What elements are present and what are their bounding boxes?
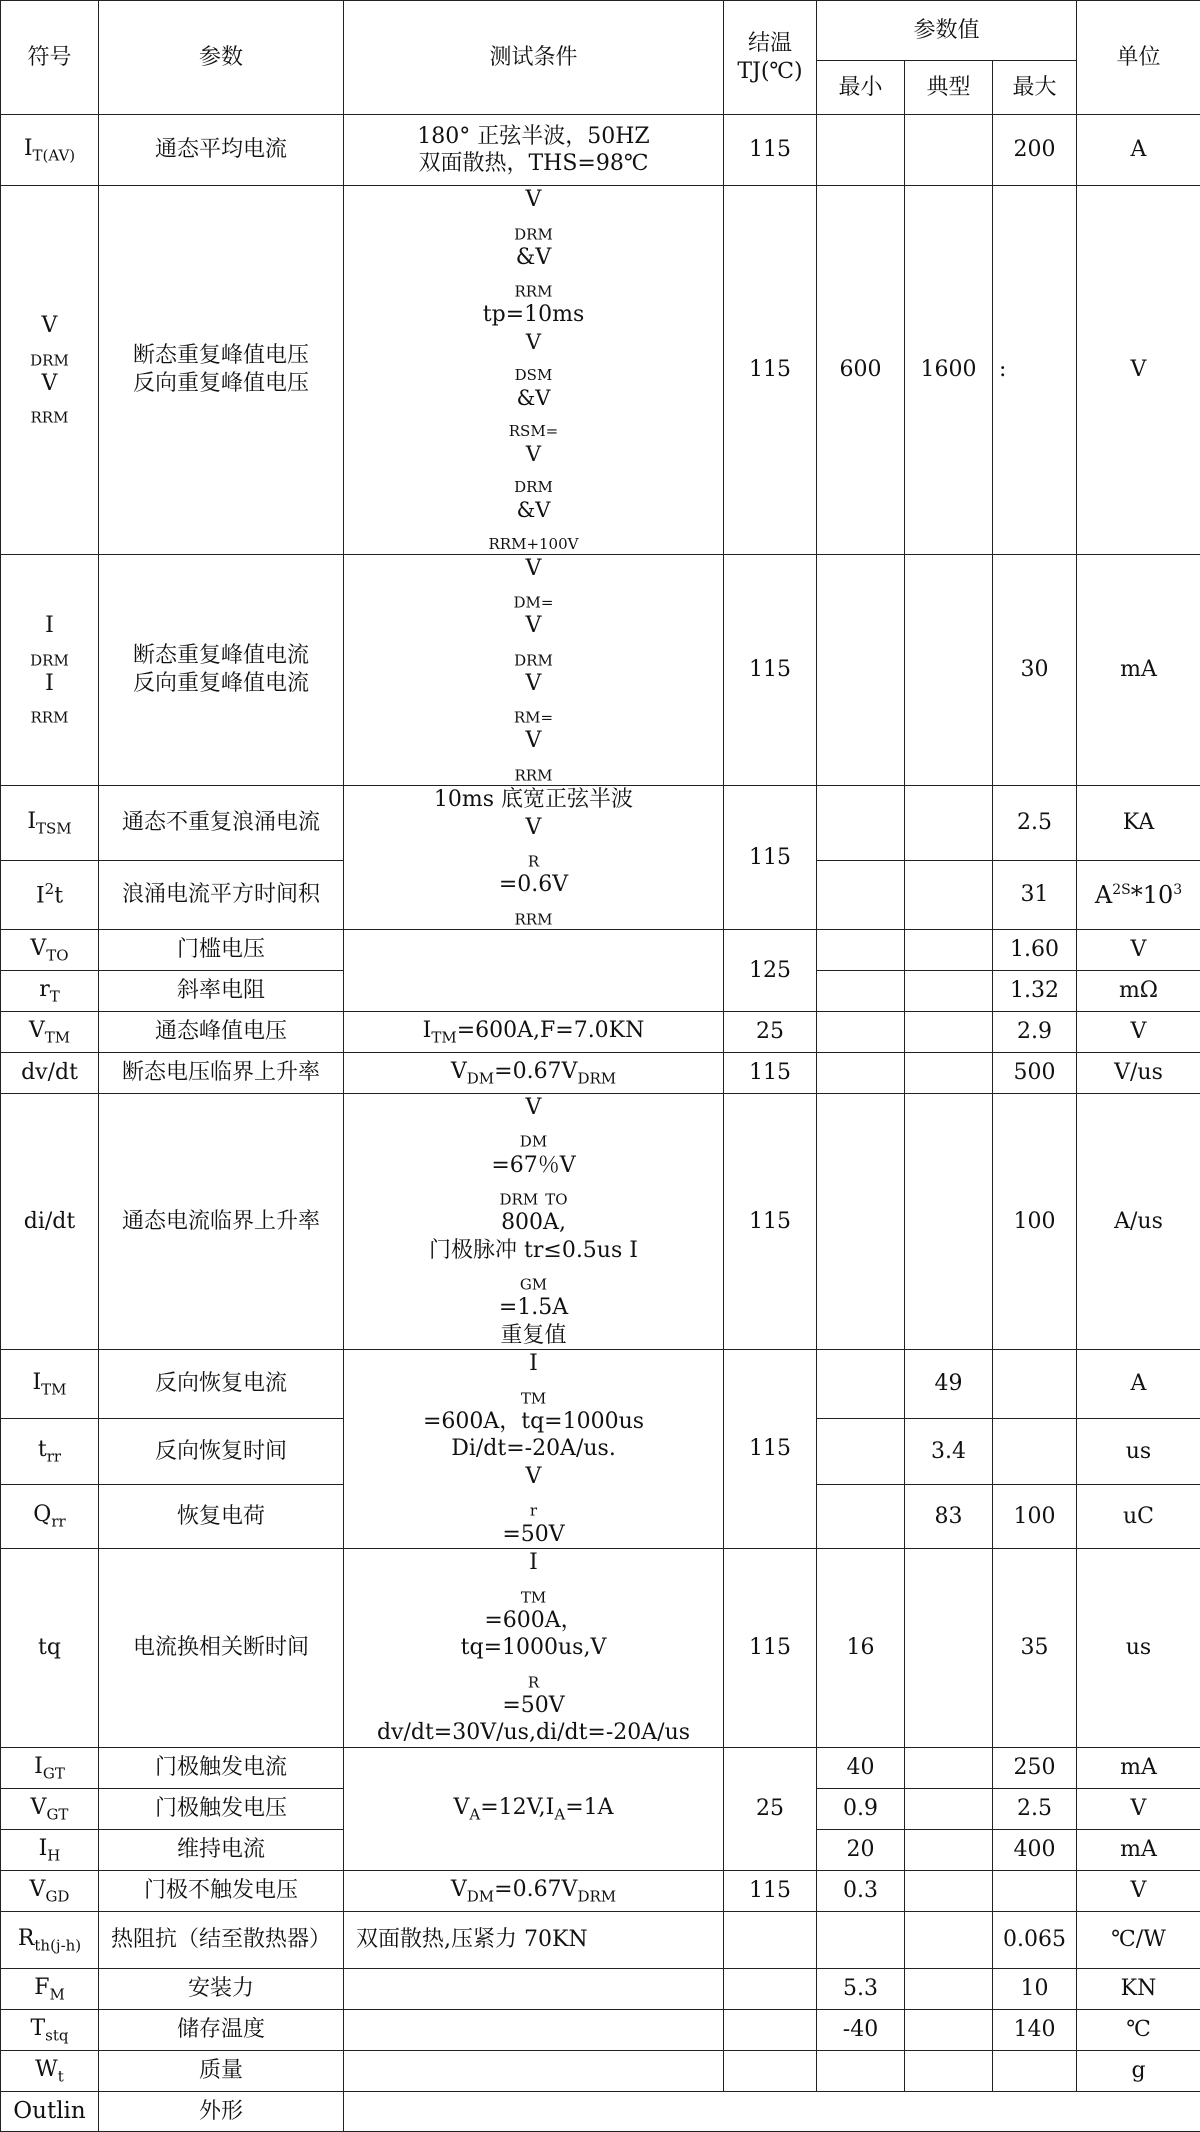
row-min (817, 1052, 905, 1093)
row-tj: 115 (724, 1093, 817, 1349)
row-min (817, 929, 905, 970)
row-param: 门槛电压 (99, 929, 344, 970)
row-typ: 83 (905, 1484, 993, 1548)
row-symbol: $V_{TM}$ (1, 1011, 99, 1052)
row-param: 门极触发电流 (99, 1747, 344, 1788)
row-min (817, 1419, 905, 1485)
row-symbol: $V_{GD}$ (1, 1870, 99, 1911)
row-cond: V $_{DM}$ =67％V $_{DRM}$ $_{TO}$ 800A, 门极脉冲 tr≤0.5us I $_{GM}$ =1.5A 重复值 (344, 1093, 724, 1349)
row-min: 16 (817, 1549, 905, 1748)
row-tj (724, 1968, 817, 2009)
row-unit: us (1077, 1419, 1200, 1485)
row-unit: V (1077, 1011, 1200, 1052)
header-row (1, 1, 1200, 61)
row-tj: 125 (724, 929, 817, 1011)
row-min (817, 1911, 905, 1968)
table-row (1, 2091, 1200, 2131)
row-cond: V $_{DM=}$ V $_{DRM}$ V $_{RM=}$ V $_{RRM}$ (344, 554, 724, 786)
row-unit: V (1077, 1870, 1200, 1911)
row-min (817, 1350, 905, 1419)
row-unit: $A^{2S}*10^3$ (1077, 861, 1200, 930)
row-typ (905, 1788, 993, 1829)
row-param: 门极触发电压 (99, 1788, 344, 1829)
row-param: 斜率电阻 (99, 970, 344, 1011)
row-min (817, 1093, 905, 1349)
row-typ (905, 1968, 993, 2009)
row-min: 40 (817, 1747, 905, 1788)
row-typ (905, 1911, 993, 1968)
row-typ: 1600 (905, 186, 993, 555)
row-typ (905, 1747, 993, 1788)
header-max: 最大 (993, 61, 1077, 115)
row-unit: V (1077, 1788, 1200, 1829)
row-unit: ℃ (1077, 2009, 1200, 2050)
row-max (993, 1350, 1077, 1419)
row-max: 0.065 (993, 1911, 1077, 1968)
row-typ (905, 115, 993, 186)
row-typ (905, 1052, 993, 1093)
row-unit: KA (1077, 786, 1200, 861)
row-max (993, 1870, 1077, 1911)
row-tj: 115 (724, 554, 817, 786)
row-max: 35 (993, 1549, 1077, 1748)
row-tj: 115 (724, 1549, 817, 1748)
row-symbol: tq (1, 1549, 99, 1748)
row-typ (905, 1829, 993, 1870)
row-tj: 115 (724, 1052, 817, 1093)
row-unit: us (1077, 1549, 1200, 1748)
row-param: 安装力 (99, 1968, 344, 2009)
row-max: 100 (993, 1093, 1077, 1349)
header-typ: 典型 (905, 61, 993, 115)
row-param: 通态不重复浪涌电流 (99, 786, 344, 861)
table-row (1, 1093, 1200, 1349)
row-symbol: $I_{TSM}$ (1, 786, 99, 861)
row-param: 恢复电荷 (99, 1484, 344, 1548)
row-typ (905, 861, 993, 930)
row-param: 断态重复峰值电流 反向重复峰值电流 (99, 554, 344, 786)
row-symbol: $I^2t$ (1, 861, 99, 930)
row-max (993, 1419, 1077, 1485)
table-row (1, 929, 1200, 970)
row-cond (344, 2009, 724, 2050)
row-cond: $V_{DM}=0.67V_{DRM}$ (344, 1052, 724, 1093)
row-unit: mA (1077, 554, 1200, 786)
row-unit: KN (1077, 1968, 1200, 2009)
row-min: -40 (817, 2009, 905, 2050)
row-typ (905, 2009, 993, 2050)
row-max: 140 (993, 2009, 1077, 2050)
row-max: 10 (993, 1968, 1077, 2009)
row-min (817, 861, 905, 930)
row-min (817, 1484, 905, 1548)
row-typ (905, 1870, 993, 1911)
header-tj (724, 1, 817, 115)
row-typ (905, 2050, 993, 2091)
row-param: 浪涌电流平方时间积 (99, 861, 344, 930)
table-row (1, 1011, 1200, 1052)
row-min: 5.3 (817, 1968, 905, 2009)
row-unit: mA (1077, 1747, 1200, 1788)
row-unit: ℃/W (1077, 1911, 1200, 1968)
row-symbol: $t_{rr}$ (1, 1419, 99, 1485)
header-unit: 单位 (1077, 1, 1200, 115)
row-max: 200 (993, 115, 1077, 186)
row-max: 2.5 (993, 786, 1077, 861)
row-cond: $V_A=12V,I_A=1A$ (344, 1747, 724, 1870)
table-row (1, 1911, 1200, 1968)
row-unit: A (1077, 1350, 1200, 1419)
row-typ (905, 970, 993, 1011)
row-unit: uC (1077, 1484, 1200, 1548)
row-cond: $I_{TM}=600A,F=7.0KN$ (344, 1011, 724, 1052)
header-symbol: 符号 (1, 1, 99, 115)
row-cond: I $_{TM}$ =600A， tq=1000us,V $_R$ =50V dv/dt=30V/us,di/dt=-20A/us (344, 1549, 724, 1748)
row-min (817, 115, 905, 186)
row-tj: 25 (724, 1011, 817, 1052)
header-tj-top: 结温 (726, 30, 814, 58)
header-param: 参数 (99, 1, 344, 115)
row-param: 通态峰值电压 (99, 1011, 344, 1052)
row-param: 热阻抗（结至散热器） (99, 1911, 344, 1968)
table-row (1, 786, 1200, 861)
row-typ (905, 554, 993, 786)
row-cond (344, 929, 724, 1011)
row-unit: V (1077, 186, 1200, 555)
table-row (1, 554, 1200, 786)
row-param: 反向恢复电流 (99, 1350, 344, 1419)
row-param: 断态电压临界上升率 (99, 1052, 344, 1093)
row-tj: 115 (724, 1350, 817, 1549)
row-min (817, 970, 905, 1011)
row-typ (905, 1011, 993, 1052)
row-symbol: $F_M$ (1, 1968, 99, 2009)
row-max: 500 (993, 1052, 1077, 1093)
row-symbol: $r_T$ (1, 970, 99, 1011)
row-symbol: $Q_{rr}$ (1, 1484, 99, 1548)
row-max: 400 (993, 1829, 1077, 1870)
row-tj: 25 (724, 1747, 817, 1870)
row-symbol: $I_{GT}$ (1, 1747, 99, 1788)
row-tj (724, 2009, 817, 2050)
row-unit: A/us (1077, 1093, 1200, 1349)
row-symbol: $I_{T(AV)}$ (1, 115, 99, 186)
table-row (1, 1968, 1200, 2009)
row-min (817, 2050, 905, 2091)
row-symbol: $R_{th(j-h)}$ (1, 1911, 99, 1968)
row-param: 维持电流 (99, 1829, 344, 1870)
row-cond: $V_{DM}=0.67V_{DRM}$ (344, 1870, 724, 1911)
header-min: 最小 (817, 61, 905, 115)
row-cond: I $_{TM}$ =600A，tq=1000us Di/dt=-20A/us. V $_r$ =50V (344, 1350, 724, 1549)
row-symbol: $W_t$ (1, 2050, 99, 2091)
row-min: 600 (817, 186, 905, 555)
row-symbol: $I_{TM}$ (1, 1350, 99, 1419)
row-symbol: I $_{DRM}$ I $_{RRM}$ (1, 554, 99, 786)
table-row (1, 1549, 1200, 1748)
header-tj-bottom: TJ(℃) (726, 58, 814, 86)
row-typ: 3.4 (905, 1419, 993, 1485)
row-unit: V (1077, 929, 1200, 970)
row-param: 断态重复峰值电压 反向重复峰值电压 (99, 186, 344, 555)
row-max: 2.5 (993, 1788, 1077, 1829)
row-symbol: $I_H$ (1, 1829, 99, 1870)
row-max (993, 2050, 1077, 2091)
row-cond: 双面散热,压紧力 70KN (344, 1911, 724, 1968)
row-tj (724, 2050, 817, 2091)
row-outline-drawing (344, 2091, 1200, 2131)
row-max: 31 (993, 861, 1077, 930)
row-param: 储存温度 (99, 2009, 344, 2050)
row-typ (905, 786, 993, 861)
row-max: 250 (993, 1747, 1077, 1788)
row-tj: 115 (724, 115, 817, 186)
row-min: 0.3 (817, 1870, 905, 1911)
table-row (1, 1350, 1200, 1419)
row-unit: mA (1077, 1829, 1200, 1870)
row-unit: mΩ (1077, 970, 1200, 1011)
row-min: 20 (817, 1829, 905, 1870)
row-cond (344, 2050, 724, 2091)
row-typ: 49 (905, 1350, 993, 1419)
table-row (1, 1052, 1200, 1093)
row-cond (344, 1968, 724, 2009)
row-param: 电流换相关断时间 (99, 1549, 344, 1748)
row-max: 2.9 (993, 1011, 1077, 1052)
row-max: 1.32 (993, 970, 1077, 1011)
row-param: 门极不触发电压 (99, 1870, 344, 1911)
row-typ (905, 1093, 993, 1349)
row-tj: 115 (724, 786, 817, 930)
row-min (817, 786, 905, 861)
row-tj (724, 1911, 817, 1968)
row-param: 通态电流临界上升率 (99, 1093, 344, 1349)
row-tj: 115 (724, 186, 817, 555)
row-max: 30 (993, 554, 1077, 786)
row-cond: 180° 正弦半波，50HZ 双面散热，THS=98℃ (344, 115, 724, 186)
row-typ (905, 1549, 993, 1748)
row-symbol: dv/dt (1, 1052, 99, 1093)
row-tj: 115 (724, 1870, 817, 1911)
row-min: 0.9 (817, 1788, 905, 1829)
row-symbol: $T_{stq}$ (1, 2009, 99, 2050)
table-row (1, 1870, 1200, 1911)
row-param: 通态平均电流 (99, 115, 344, 186)
row-symbol: $V_{TO}$ (1, 929, 99, 970)
row-min (817, 554, 905, 786)
row-cond: V $_{DRM}$ &V $_{RRM}$ tp=10ms V $_{DSM}$ &V $_{RSM=}$ V $_{DRM}$ &V $_{RRM+100V}$ (344, 186, 724, 555)
table-row (1, 1747, 1200, 1788)
row-param: 反向恢复时间 (99, 1419, 344, 1485)
row-unit: A (1077, 115, 1200, 186)
row-symbol: V $_{DRM}$ V $_{RRM}$ (1, 186, 99, 555)
table-row (1, 2050, 1200, 2091)
table-row (1, 115, 1200, 186)
row-param: 外形 (99, 2091, 344, 2131)
row-unit: g (1077, 2050, 1200, 2091)
row-unit: V/us (1077, 1052, 1200, 1093)
row-symbol: di/dt (1, 1093, 99, 1349)
row-symbol: Outlin (1, 2091, 99, 2131)
header-values: 参数值 (817, 1, 1077, 61)
header-cond: 测试条件 (344, 1, 724, 115)
row-max: 100 (993, 1484, 1077, 1548)
row-param: 质量 (99, 2050, 344, 2091)
row-cond: 10ms 底宽正弦半波 V $_R$ =0.6V $_{RRM}$ (344, 786, 724, 930)
row-min (817, 1011, 905, 1052)
row-max: 1.60 (993, 929, 1077, 970)
row-max: : (993, 186, 1077, 555)
table-row (1, 2009, 1200, 2050)
row-symbol: $V_{GT}$ (1, 1788, 99, 1829)
row-typ (905, 929, 993, 970)
table-row (1, 186, 1200, 555)
